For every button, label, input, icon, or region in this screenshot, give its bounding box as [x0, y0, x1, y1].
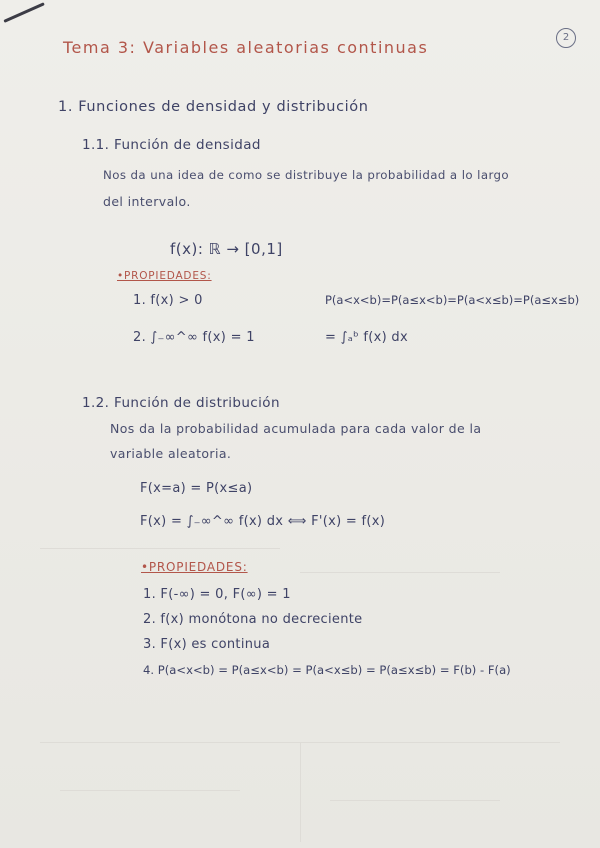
- density-properties-label: •PROPIEDADES:: [117, 270, 212, 282]
- subsection-heading-distribution: 1.2. Función de distribución: [82, 395, 280, 411]
- distribution-property-3: 3. F(x) es continua: [143, 637, 271, 652]
- bleed-through-mark: [300, 572, 500, 573]
- subsection-heading-density: 1.1. Función de densidad: [82, 137, 261, 153]
- density-property-1: 1. f(x) > 0: [133, 293, 203, 308]
- density-text-line1: Nos da una idea de como se distribuye la probabilidad a lo largo: [103, 168, 509, 182]
- bleed-through-mark: [330, 800, 500, 801]
- density-definition: f(x): ℝ → [0,1]: [170, 240, 283, 258]
- distribution-formula-1: F(x=a) = P(x≤a): [140, 481, 253, 496]
- page-title: Tema 3: Variables aleatorias continuas: [63, 38, 429, 57]
- bleed-through-mark: [60, 790, 240, 791]
- pen-stroke-mark: [3, 2, 44, 23]
- distribution-text-line2: variable aleatoria.: [110, 446, 232, 461]
- section-heading: 1. Funciones de densidad y distribución: [58, 99, 369, 115]
- distribution-property-1: 1. F(-∞) = 0, F(∞) = 1: [143, 587, 291, 602]
- bleed-through-mark: [300, 742, 301, 842]
- page-number-circle: 2: [556, 28, 576, 48]
- bleed-through-mark: [40, 548, 280, 549]
- density-integral-result: = ∫ₐᵇ f(x) dx: [325, 330, 408, 345]
- distribution-property-4: 4. P(a<x<b) = P(a≤x<b) = P(a<x≤b) = P(a≤x≤b) = F(b) - F(a): [143, 663, 511, 677]
- distribution-property-2: 2. f(x) monótona no decreciente: [143, 612, 363, 627]
- distribution-text-line1: Nos da la probabilidad acumulada para cada valor de la: [110, 421, 482, 436]
- distribution-formula-2: F(x) = ∫₋∞^∞ f(x) dx ⟺ F'(x) = f(x): [140, 514, 386, 529]
- density-text-line2: del intervalo.: [103, 194, 191, 209]
- density-probability-equalities: P(a<x<b)=P(a≤x<b)=P(a<x≤b)=P(a≤x≤b): [325, 293, 580, 307]
- distribution-properties-label: •PROPIEDADES:: [141, 560, 248, 574]
- density-property-2: 2. ∫₋∞^∞ f(x) = 1: [133, 330, 255, 345]
